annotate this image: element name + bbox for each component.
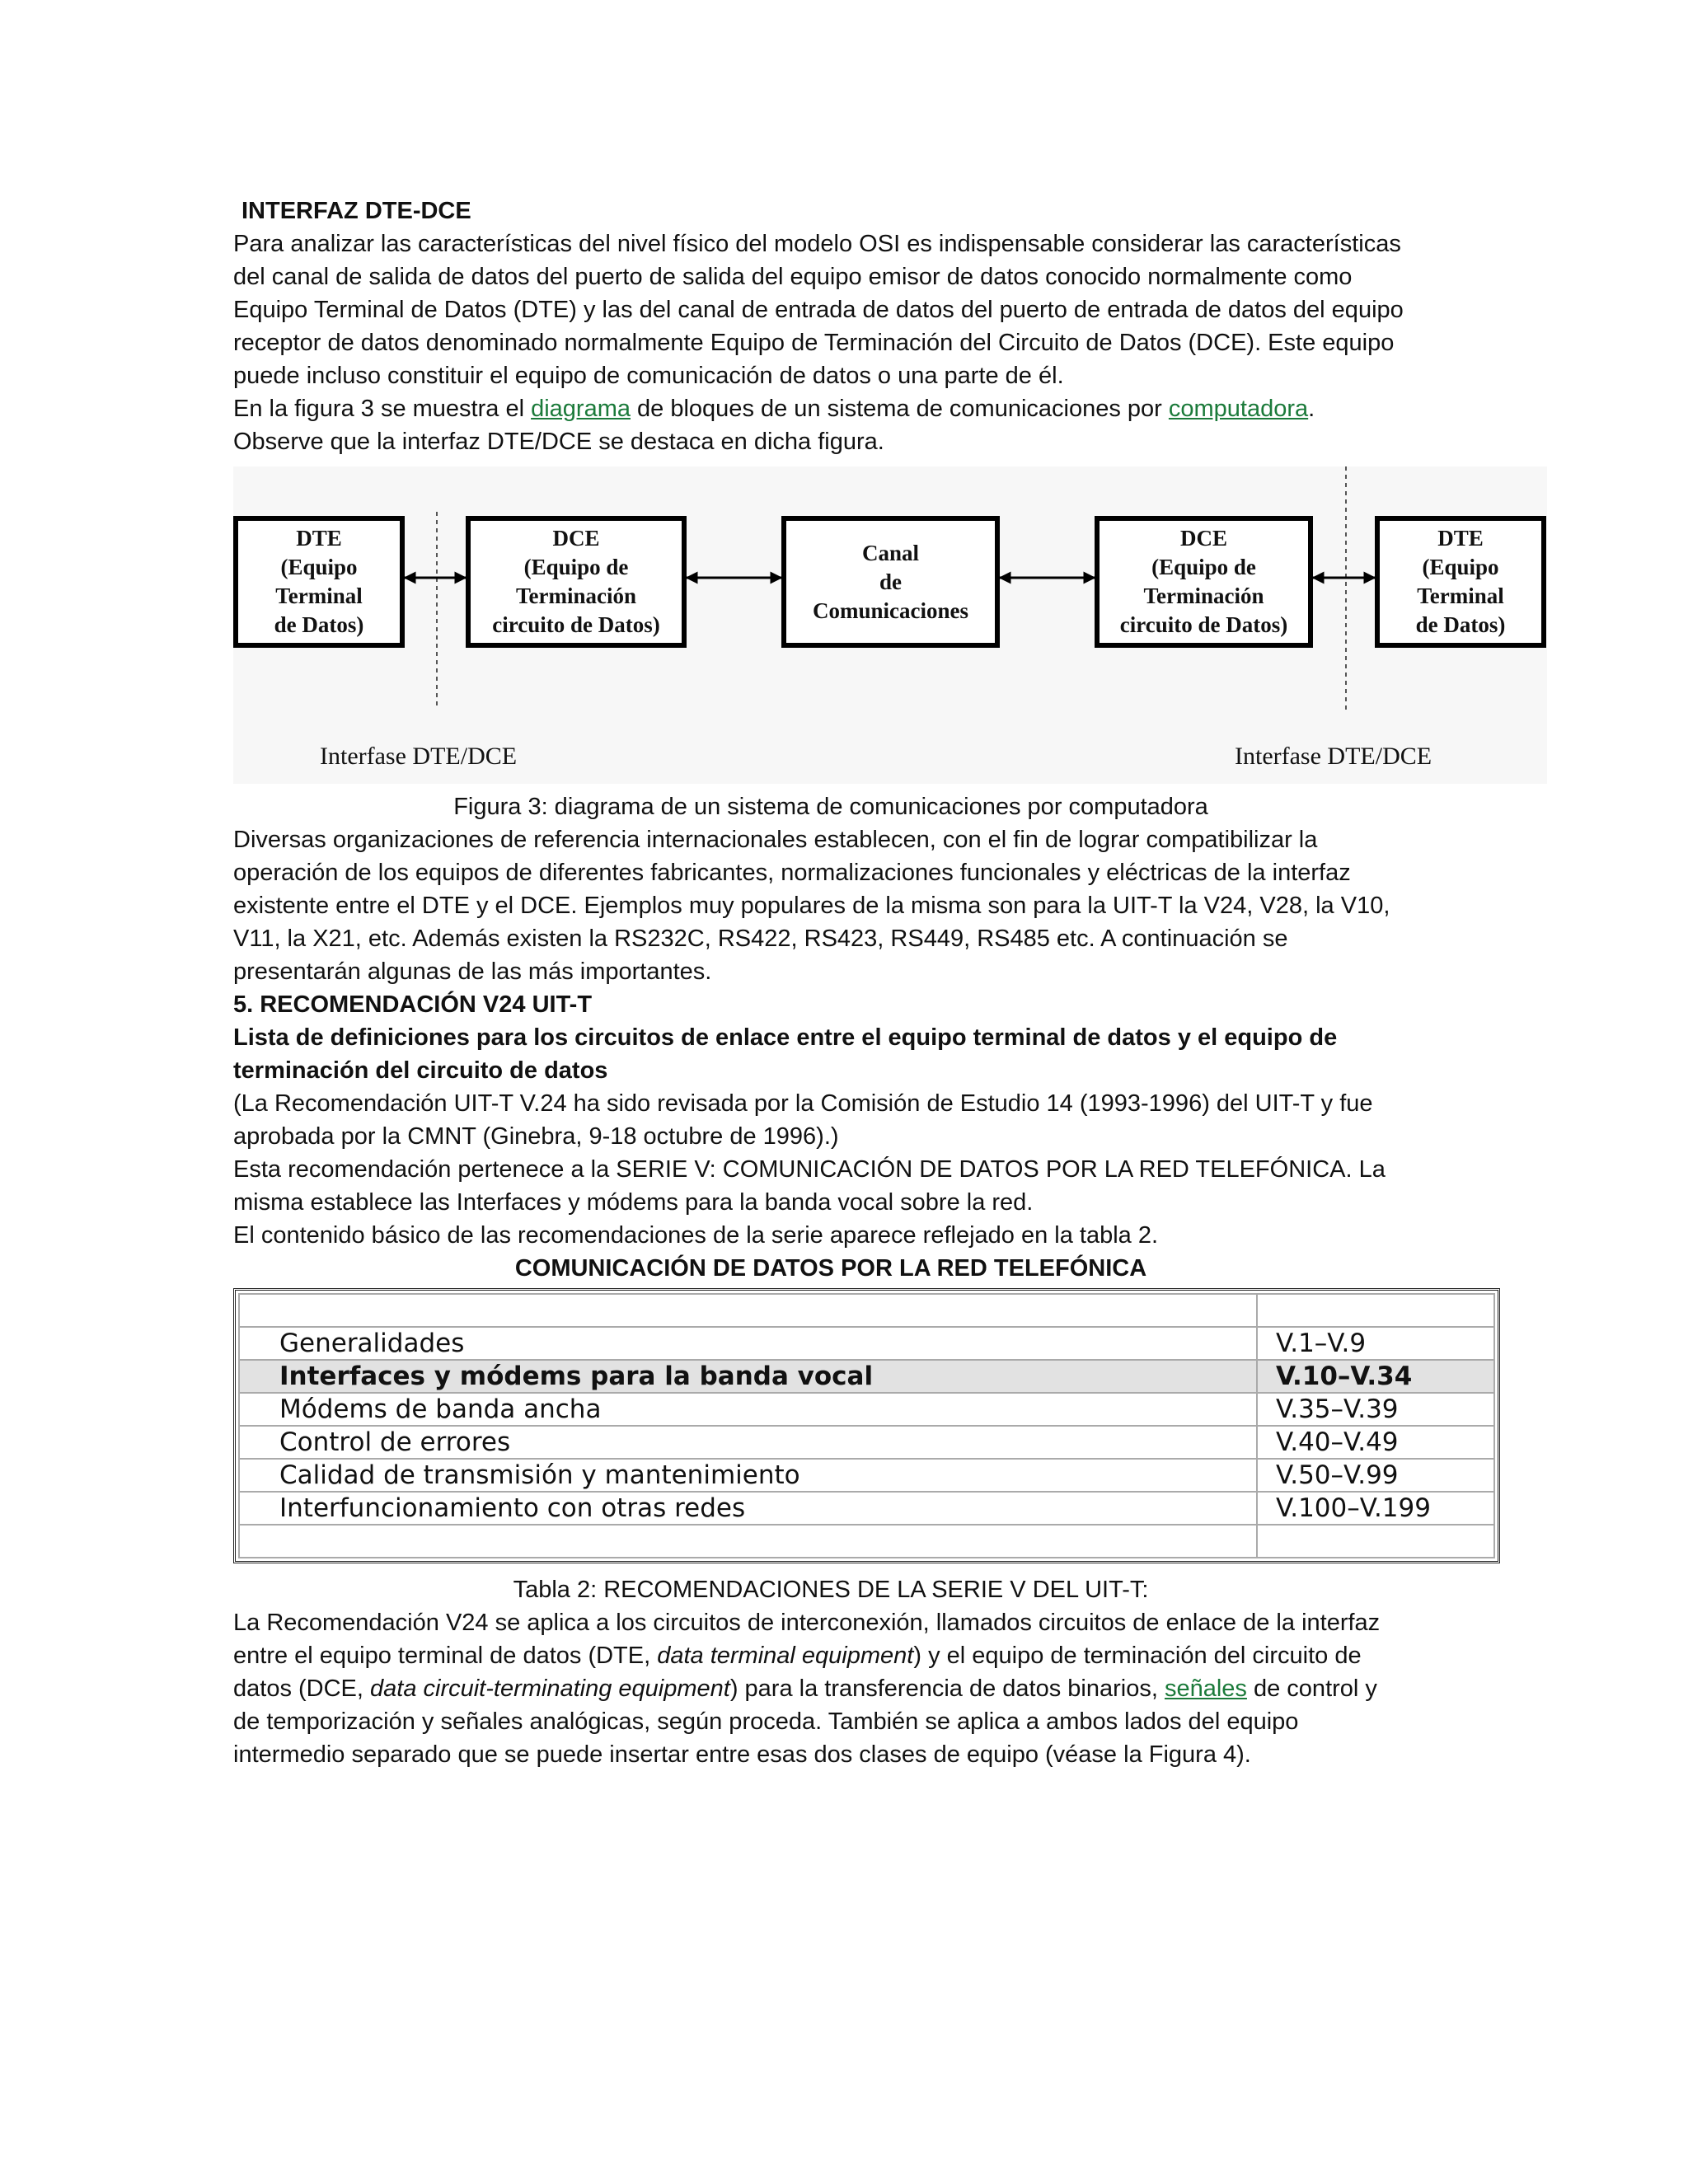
text: de bloques de un sistema de comunicaciones por <box>630 396 1169 422</box>
paragraph-line: intermedio separado que se puede insertar entre esas dos clases de equipo (véase la Figura 4). <box>233 1741 1251 1768</box>
paragraph-line: presentarán algunas de las más importantes. <box>233 958 712 985</box>
table-cell <box>239 1525 1257 1558</box>
paragraph-line: Para analizar las características del nivel físico del modelo OSI es indispensable considerar las características <box>233 231 1401 257</box>
table-row <box>239 1492 1494 1525</box>
paragraph-line: V11, la X21, etc. Además existen la RS232C, RS422, RS423, RS449, RS485 etc. A continuación se <box>233 926 1288 952</box>
block-line: Terminación <box>1143 583 1264 608</box>
paragraph-line: (La Recomendación UIT-T V.24 ha sido revisada por la Comisión de Estudio 14 (1993-1996) del UIT-T y fue <box>233 1090 1373 1117</box>
dte-block-left <box>233 516 405 648</box>
block-line: (Equipo de <box>1151 555 1256 579</box>
paragraph-line: misma establece las Interfaces y módems para la banda vocal sobre la red. <box>233 1189 1034 1216</box>
block-line: (Equipo de <box>523 555 629 579</box>
table <box>238 1293 1495 1558</box>
table-row <box>239 1525 1494 1558</box>
text: entre el equipo terminal de datos (DTE, <box>233 1643 658 1669</box>
paragraph-line: existente entre el DTE y el DCE. Ejemplos muy populares de la misma son para la UIT-T la V24, V28, la V10, <box>233 893 1390 919</box>
block-line: Comunicaciones <box>813 598 968 623</box>
block-line: circuito de Datos) <box>1119 612 1288 637</box>
italic-term: data circuit-terminating equipment <box>370 1675 730 1702</box>
paragraph-line: de temporización y señales analógicas, según proceda. También se aplica a ambos lados del equipo <box>233 1708 1299 1735</box>
paragraph-line: receptor de datos denominado normalmente Equipo de Terminación del Circuito de Datos (DCE). Este equipo <box>233 330 1395 356</box>
text: de control y <box>1246 1675 1377 1702</box>
table-row <box>239 1294 1494 1327</box>
interface-label-left: Interfase DTE/DCE <box>320 743 518 770</box>
paragraph-line: Esta recomendación pertenece a la SERIE V: COMUNICACIÓN DE DATOS POR LA RED TELEFÓNICA. La <box>233 1156 1386 1183</box>
table-cell <box>1257 1294 1494 1327</box>
text: En la figura 3 se muestra el <box>233 396 532 422</box>
table-cell: V.50–V.99 <box>1257 1459 1494 1492</box>
section-heading: 5. RECOMENDACIÓN V24 UIT-T <box>233 991 593 1018</box>
block-line: DTE <box>296 526 342 551</box>
paragraph-line: aprobada por la CMNT (Ginebra, 9-18 octubre de 1996).) <box>233 1123 839 1150</box>
paragraph-line: El contenido básico de las recomendaciones de la serie aparece reflejado en la tabla 2. <box>233 1222 1159 1249</box>
table-row <box>239 1327 1494 1360</box>
table-cell: V.40–V.49 <box>1257 1426 1494 1459</box>
text: . <box>1308 396 1315 422</box>
paragraph-line <box>233 1639 1552 1672</box>
table-cell: Módems de banda ancha <box>239 1393 1257 1426</box>
table-row-highlighted <box>239 1360 1494 1393</box>
text: datos (DCE, <box>233 1675 370 1702</box>
block-line: Terminación <box>515 583 636 608</box>
table-cell: V.1–V.9 <box>1257 1327 1494 1360</box>
series-v-table <box>233 1288 1500 1563</box>
table-cell <box>239 1294 1257 1327</box>
table-cell: V.10–V.34 <box>1257 1360 1494 1393</box>
paragraph-line: Equipo Terminal de Datos (DTE) y las del canal de entrada de datos del puerto de entrada de datos del equipo <box>233 297 1404 323</box>
block-line: Terminal <box>275 583 363 608</box>
block-line: (Equipo <box>280 555 358 579</box>
paragraph-line <box>233 1672 1552 1705</box>
block-diagram <box>233 466 1547 784</box>
block-line: Terminal <box>1417 583 1504 608</box>
paragraph-line: puede incluso constituir el equipo de comunicación de datos o una parte de él. <box>233 363 1064 389</box>
block-line: DTE <box>1437 526 1484 551</box>
table-cell: Interfuncionamiento con otras redes <box>239 1492 1257 1525</box>
interface-label-right: Interfase DTE/DCE <box>1235 743 1432 770</box>
subheading-line: terminación del circuito de datos <box>233 1057 608 1084</box>
block-line: de Datos) <box>1415 612 1506 637</box>
block-line: DCE <box>1179 526 1227 551</box>
table-cell: V.35–V.39 <box>1257 1393 1494 1426</box>
text: ) para la transferencia de datos binarios, <box>729 1675 1165 1702</box>
figure-caption: Figura 3: diagrama de un sistema de comunicaciones por computadora <box>453 794 1208 820</box>
paragraph-line: La Recomendación V24 se aplica a los circuitos de interconexión, llamados circuitos de enlace de la interfaz <box>233 1610 1381 1636</box>
table-cell: Calidad de transmisión y mantenimiento <box>239 1459 1257 1492</box>
table-row <box>239 1426 1494 1459</box>
computadora-link[interactable]: computadora <box>1168 396 1309 422</box>
block-line: de <box>879 569 902 594</box>
canal-block <box>781 516 1000 648</box>
subheading-line: Lista de definiciones para los circuitos de enlace entre el equipo terminal de datos y el equipo de <box>233 1024 1338 1051</box>
block-line: de Datos) <box>274 612 364 637</box>
dce-block-left <box>466 516 687 648</box>
table-title: COMUNICACIÓN DE DATOS POR LA RED TELEFÓNICA <box>514 1255 1147 1282</box>
dte-block-right <box>1375 516 1546 648</box>
diagrama-link[interactable]: diagrama <box>531 396 631 422</box>
block-line: Canal <box>861 540 920 565</box>
paragraph-line: Observe que la interfaz DTE/DCE se destaca en dicha figura. <box>233 429 884 455</box>
block-line: DCE <box>552 526 600 551</box>
table-row <box>239 1393 1494 1426</box>
table-row <box>239 1459 1494 1492</box>
paragraph-line: operación de los equipos de diferentes fabricantes, normalizaciones funcionales y eléctricas de la interfaz <box>233 860 1351 886</box>
table-cell: V.100–V.199 <box>1257 1492 1494 1525</box>
italic-term: data terminal equipment <box>657 1643 914 1669</box>
block-line: (Equipo <box>1422 555 1499 579</box>
table-cell <box>1257 1525 1494 1558</box>
section-title: INTERFAZ DTE-DCE <box>241 198 471 224</box>
block-line: circuito de Datos) <box>492 612 660 637</box>
senales-link[interactable]: señales <box>1164 1675 1247 1702</box>
table-cell: Interfaces y módems para la banda vocal <box>239 1360 1257 1393</box>
table-cell: Control de errores <box>239 1426 1257 1459</box>
paragraph-line: Diversas organizaciones de referencia internacionales establecen, con el fin de lograr compatibilizar la <box>233 827 1318 853</box>
paragraph-line: del canal de salida de datos del puerto de salida del equipo emisor de datos conocido normalmente como <box>233 264 1353 290</box>
dce-block-right <box>1095 516 1313 648</box>
text: ) y el equipo de terminación del circuito de <box>913 1643 1362 1669</box>
document-page <box>233 194 1552 1771</box>
table-caption: Tabla 2: RECOMENDACIONES DE LA SERIE V DEL UIT-T: <box>513 1577 1149 1603</box>
figure-intro <box>233 392 1552 425</box>
table-cell: Generalidades <box>239 1327 1257 1360</box>
